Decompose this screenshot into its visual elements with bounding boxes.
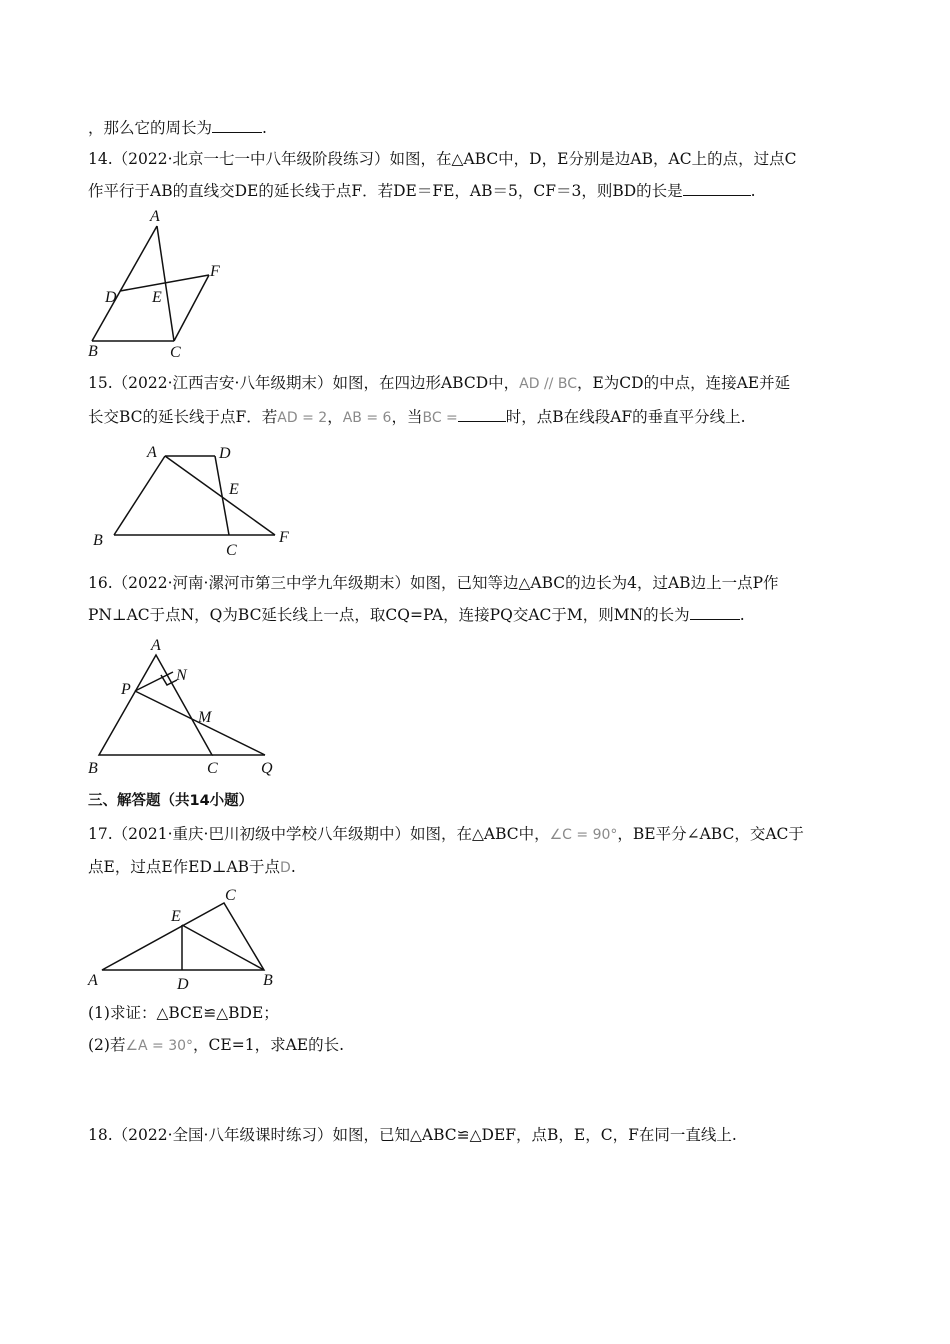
q17-point-D: D bbox=[280, 860, 291, 876]
q16-figure bbox=[85, 632, 285, 782]
q15-condition-AB: AB = 6 bbox=[342, 410, 392, 426]
q14-label-B: B bbox=[88, 343, 98, 360]
q14-label-E: E bbox=[152, 289, 162, 306]
q15-segment-AF bbox=[165, 456, 275, 535]
q15-line2: 长交BC的延长线于点F．若AD = 2，AB = 6，当BC = 时，点B在线段AF的垂直平分线上. bbox=[88, 408, 746, 426]
q16-answer-blank[interactable] bbox=[690, 605, 740, 620]
answer-blank[interactable] bbox=[212, 118, 262, 133]
q17-line2: 点E，过点E作ED⊥AB于点D. bbox=[88, 858, 296, 876]
q18-source: （2022·全国·八年级课时练习） bbox=[112, 1126, 333, 1144]
q14-segment-CF bbox=[174, 275, 209, 341]
q14-answer-blank[interactable] bbox=[683, 181, 751, 196]
q15-figure bbox=[85, 435, 305, 560]
q17-label-B: B bbox=[263, 972, 273, 989]
prev-question-text: ，那么它的周长为 bbox=[88, 119, 213, 137]
prev-question-tail: ，那么它的周长为 . bbox=[88, 119, 267, 137]
q17-source: （2021·重庆·巴川初级中学校八年级期中） bbox=[112, 825, 410, 843]
q14-number: 14. bbox=[88, 150, 113, 168]
q16-number: 16. bbox=[88, 574, 113, 592]
q17-label-A: A bbox=[88, 972, 98, 989]
q14-label-F: F bbox=[210, 263, 220, 280]
q17-part2: (2)若∠A = 30°，CE=1，求AE的长. bbox=[88, 1036, 345, 1054]
q15-line1: 15.（2022·江西吉安·八年级期末）如图，在四边形ABCD中，AD // BC，E为CD的中点，连接AE并延 bbox=[88, 374, 791, 392]
q17-condition-angle-A: ∠A = 30° bbox=[125, 1038, 194, 1054]
q16-line1: 16.（2022·河南·漯河市第三中学九年级期末）如图，已知等边△ABC的边长为4，过AB边上一点P作 bbox=[88, 574, 779, 592]
section-heading: 三、解答题（共14小题） bbox=[88, 793, 254, 809]
q17-triangle-ABC bbox=[102, 903, 264, 970]
q16-label-N: N bbox=[176, 667, 187, 684]
q14-line1: 14.（2022·北京一七一中八年级阶段练习）如图，在△ABC中，D，E分别是边AB，AC上的点，过点C bbox=[88, 150, 797, 168]
q16-line2: PN⊥AC于点N，Q为BC延长线上一点，取CQ=PA，连接PQ交AC于M，则MN的长为 . bbox=[88, 606, 745, 624]
q15-side-DC bbox=[215, 456, 229, 535]
q17-condition-angle-C: ∠C = 90° bbox=[549, 827, 618, 843]
q16-label-Q: Q bbox=[261, 760, 273, 777]
q17-segment-EB bbox=[182, 925, 264, 970]
q18-line1: 18.（2022·全国·八年级课时练习）如图，已知△ABC≌△DEF，点B，E，C，F在同一直线上. bbox=[88, 1126, 737, 1144]
q14-label-D: D bbox=[105, 289, 117, 306]
q15-label-E: E bbox=[229, 481, 239, 498]
q15-condition-AD: AD = 2 bbox=[277, 410, 328, 426]
q16-label-A: A bbox=[151, 637, 161, 654]
q15-side-AB bbox=[114, 456, 165, 535]
q14-label-A: A bbox=[150, 208, 160, 225]
q15-label-A: A bbox=[147, 444, 157, 461]
q14-source: （2022·北京一七一中八年级阶段练习） bbox=[112, 150, 390, 168]
q15-source: （2022·江西吉安·八年级期末） bbox=[112, 374, 333, 392]
q14-figure bbox=[85, 205, 245, 365]
q16-label-M: M bbox=[198, 709, 212, 726]
q16-triangle-ABC bbox=[99, 655, 212, 755]
q17-number: 17. bbox=[88, 825, 113, 843]
q18-number: 18. bbox=[88, 1126, 113, 1144]
q15-condition-parallel: AD // BC bbox=[519, 376, 577, 392]
q14-side-AB bbox=[92, 226, 157, 341]
q15-number: 15. bbox=[88, 374, 113, 392]
q16-label-P: P bbox=[121, 681, 131, 698]
q16-label-B: B bbox=[88, 760, 98, 777]
q17-line1: 17.（2021·重庆·巴川初级中学校八年级期中）如图，在△ABC中，∠C = 90°，BE平分∠ABC，交AC于 bbox=[88, 825, 804, 843]
q15-condition-BC: BC = bbox=[422, 410, 458, 426]
q14-line2: 作平行于AB的直线交DE的延长线于点F．若DE＝FE，AB＝5，CF＝3，则BD的长是 . bbox=[88, 182, 756, 200]
q17-figure bbox=[85, 885, 285, 995]
q17-label-C: C bbox=[225, 887, 236, 904]
q15-answer-blank[interactable] bbox=[458, 407, 506, 422]
q16-label-C: C bbox=[207, 760, 218, 777]
q17-label-D: D bbox=[177, 976, 189, 993]
q15-label-C: C bbox=[226, 542, 237, 559]
q17-part1: (1)求证：△BCE≌△BDE； bbox=[88, 1004, 279, 1022]
q14-label-C: C bbox=[170, 344, 181, 361]
q15-label-B: B bbox=[93, 532, 103, 549]
q15-label-D: D bbox=[219, 445, 231, 462]
q17-label-E: E bbox=[171, 908, 181, 925]
q15-label-F: F bbox=[279, 529, 289, 546]
q16-source: （2022·河南·漯河市第三中学九年级期末） bbox=[112, 574, 410, 592]
